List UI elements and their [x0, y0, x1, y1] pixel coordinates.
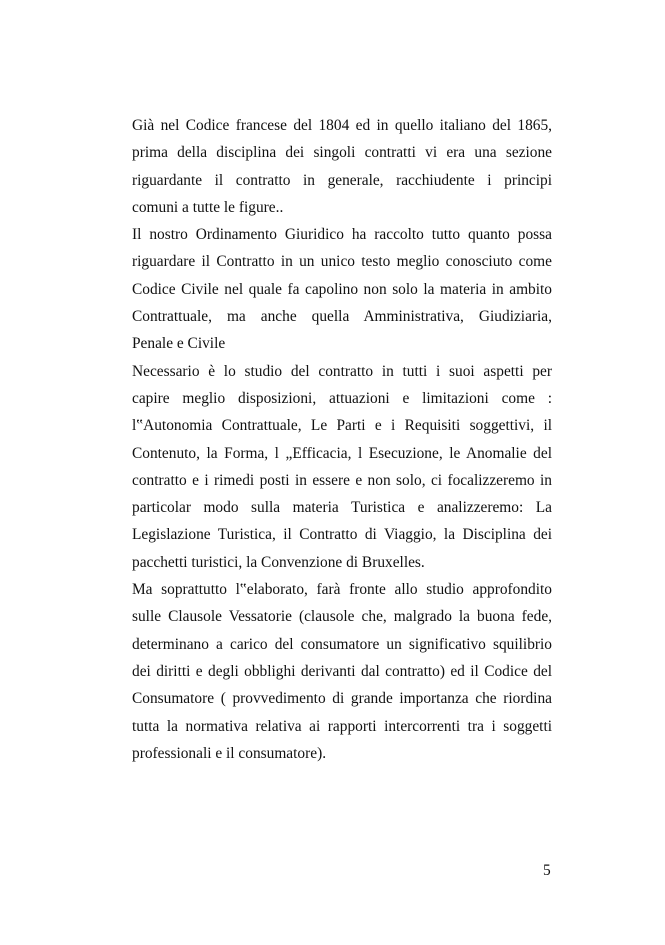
text-line: Contrattuale, ma anche quella Amministrativa, Giudiziaria,	[132, 308, 552, 326]
text-line: particolar modo sulla materia Turistica e analizzeremo: La	[132, 499, 552, 517]
text-line: Codice Civile nel quale fa capolino non solo la materia in ambito	[132, 280, 552, 298]
text-line: dei diritti e degli obblighi derivanti dal contratto) ed il Codice del	[132, 662, 552, 680]
text-line: capire meglio disposizioni, attuazioni e limitazioni come :	[132, 389, 552, 407]
text-line: Legislazione Turistica, il Contratto di Viaggio, la Disciplina dei	[132, 526, 552, 544]
text-line: comuni a tutte le figure..	[132, 198, 284, 216]
text-line: l‟Autonomia Contrattuale, Le Parti e i Requisiti soggettivi, il	[132, 417, 552, 435]
paragraph-3	[132, 358, 552, 576]
text-line: Ma soprattutto l‟elaborato, farà fronte allo studio approfondito	[132, 581, 552, 599]
text-line: tutta la normativa relativa ai rapporti intercorrenti tra i soggetti	[132, 717, 552, 735]
paragraph-4	[132, 576, 552, 767]
text-line: professionali e il consumatore).	[132, 744, 327, 762]
text-line: pacchetti turistici, la Convenzione di Bruxelles.	[132, 553, 425, 571]
text-line: Consumatore ( provvedimento di grande importanza che riordina	[132, 690, 552, 708]
text-line: Penale e Civile	[132, 335, 226, 353]
text-line: Già nel Codice francese del 1804 ed in quello italiano del 1865,	[132, 117, 552, 134]
body-text	[132, 112, 552, 767]
text-line: riguardare il Contratto in un unico testo meglio conosciuto come	[132, 253, 552, 271]
text-line: Il nostro Ordinamento Giuridico ha raccolto tutto quanto possa	[132, 226, 552, 244]
paragraph-2	[132, 221, 552, 357]
text-line: Contenuto, la Forma, l „Efficacia, l Esecuzione, le Anomalie del	[132, 444, 552, 462]
text-line: determinano a carico del consumatore un significativo squilibrio	[132, 635, 552, 653]
text-line: Necessario è lo studio del contratto in tutti i suoi aspetti per	[132, 362, 552, 380]
paragraph-1	[132, 112, 552, 221]
text-line: prima della disciplina dei singoli contratti vi era una sezione	[132, 144, 552, 162]
text-line: sulle Clausole Vessatorie (clausole che, malgrado la buona fede,	[132, 608, 552, 626]
text-line: contratto e i rimedi posti in essere e non solo, ci focalizzeremo in	[132, 471, 552, 489]
page-number: 5	[543, 862, 551, 879]
text-line: riguardante il contratto in generale, racchiudente i principi	[132, 171, 552, 189]
